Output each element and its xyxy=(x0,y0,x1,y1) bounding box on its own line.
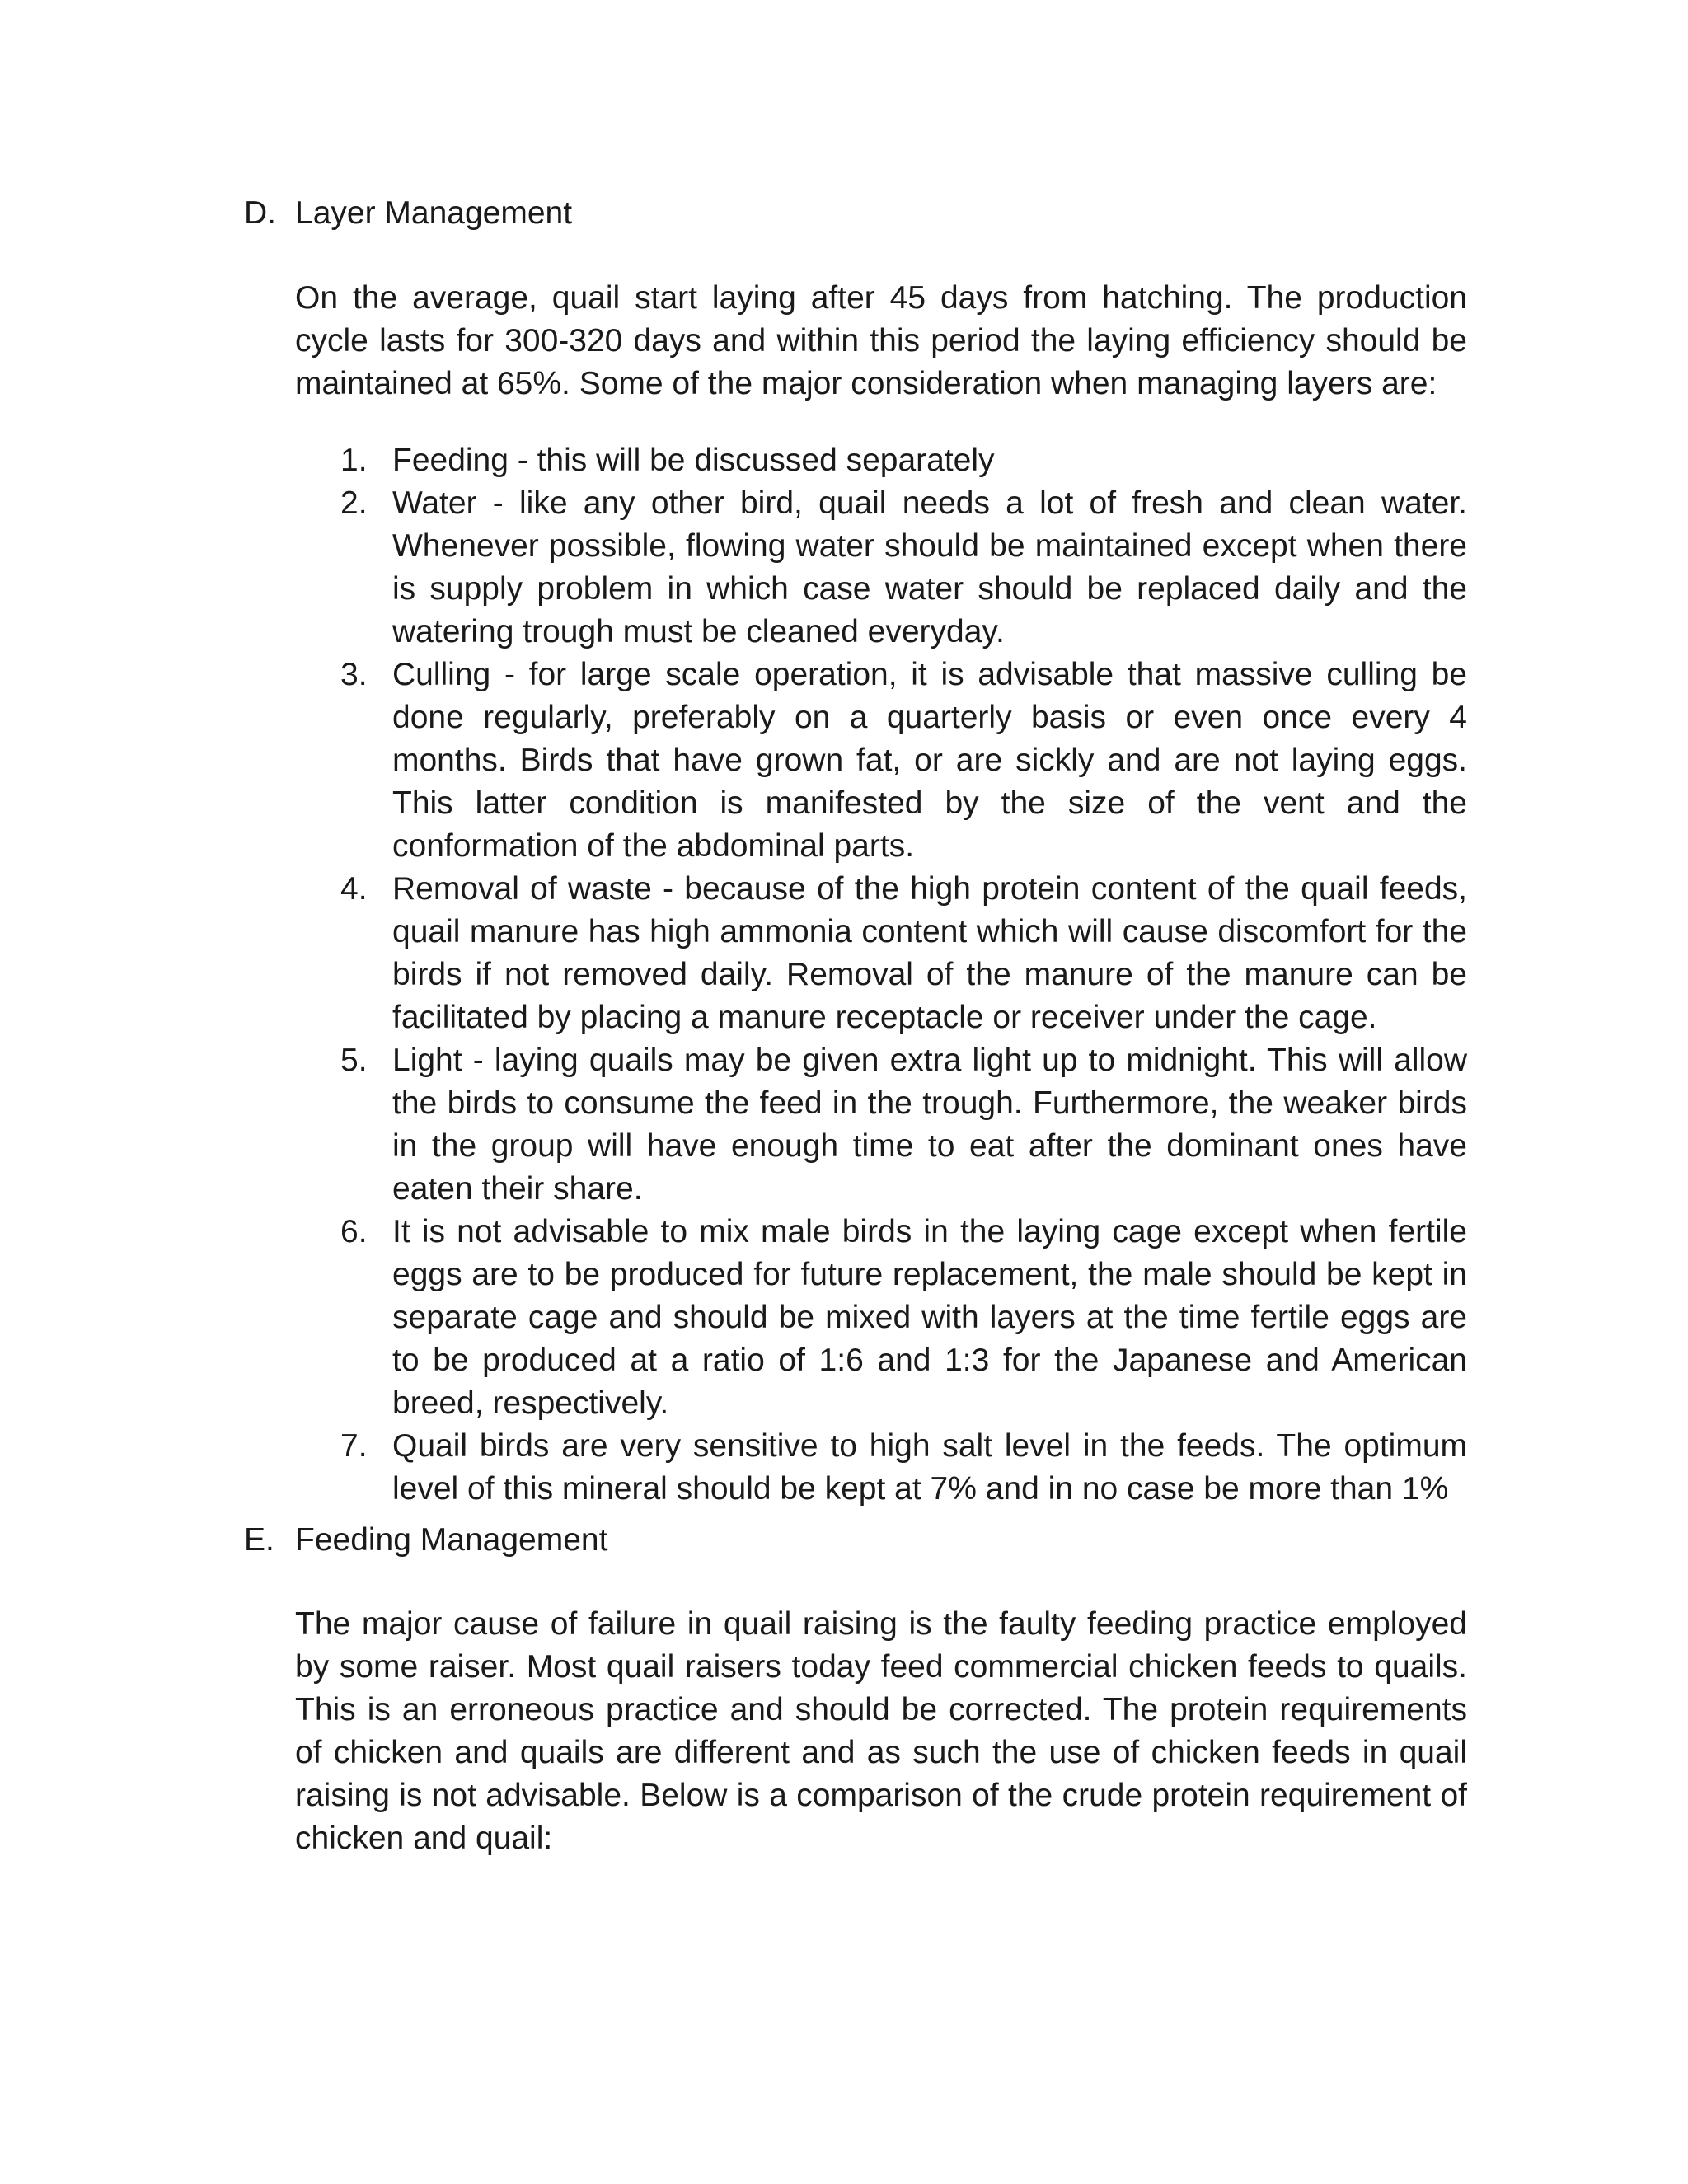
list-item xyxy=(295,1425,1467,1511)
list-item-text: Feeding - this will be discussed separately xyxy=(392,443,995,478)
section-d-intro: On the average, quail start laying after 45 days from hatching. The production cycle lasts for 300-320 days and within this period the laying efficiency should be maintained at 65%. Some of the major consideration when managing layers are: xyxy=(295,280,1467,401)
section-e-letter: E. xyxy=(244,1522,274,1558)
list-item-number: 5. xyxy=(340,1043,368,1078)
layer-management-list xyxy=(295,439,1467,1511)
list-item xyxy=(295,868,1467,1039)
list-item xyxy=(295,654,1467,868)
list-item xyxy=(295,482,1467,654)
section-d-title: Layer Management xyxy=(295,195,573,231)
list-item-number: 7. xyxy=(340,1428,368,1464)
section-d-heading xyxy=(244,192,572,235)
section-e-title: Feeding Management xyxy=(295,1522,608,1558)
list-item-text: Light - laying quails may be given extra light up to midnight. This will allow the birds to consume the feed in the trough. Furthermore, the weaker birds in the group will have enough time to eat after the dominant ones have eaten their share. xyxy=(392,1043,1467,1207)
section-e-heading xyxy=(244,1519,607,1562)
list-item-text: Water - like any other bird, quail needs a lot of fresh and clean water. Whenever possible, flowing water should be maintained except when there is supply problem in which case water should be replaced daily and the watering trough must be cleaned everyday. xyxy=(392,485,1467,649)
list-item-number: 2. xyxy=(340,485,368,521)
section-e-intro: The major cause of failure in quail raising is the faulty feeding practice employed by some raiser. Most quail raisers today feed commercial chicken feeds to quails. This is an erroneous practice and should be corrected. The protein requirements of chicken and quails are different and as such the use of chicken feeds in quail raising is not advisable. Below is a comparison of the crude protein requirement of chicken and quail: xyxy=(295,1606,1467,1856)
list-item-number: 4. xyxy=(340,871,368,907)
section-d-letter: D. xyxy=(244,195,276,231)
list-item-text: Removal of waste - because of the high protein content of the quail feeds, quail manure has high ammonia content which will cause discomfort for the birds if not removed daily. Removal of the manure of the manure can be facilitated by placing a manure receptacle or receiver under the cage. xyxy=(392,871,1467,1035)
list-item-text: Quail birds are very sensitive to high salt level in the feeds. The optimum level of this mineral should be kept at 7% and in no case be more than 1% xyxy=(392,1428,1467,1507)
list-item-text: Culling - for large scale operation, it is advisable that massive culling be done regularly, preferably on a quarterly basis or even once every 4 months. Birds that have grown fat, or are sickly and are not laying eggs. This latter condition is manifested by the size of the vent and the conformation of the abdominal parts. xyxy=(392,657,1467,864)
list-item-number: 3. xyxy=(340,657,368,692)
list-item xyxy=(295,439,1467,482)
list-item xyxy=(295,1211,1467,1425)
list-item-number: 1. xyxy=(340,443,368,478)
list-item-number: 6. xyxy=(340,1214,368,1249)
list-item-text: It is not advisable to mix male birds in the laying cage except when fertile eggs are to be produced for future replacement, the male should be kept in separate cage and should be mixed with layers at the time fertile eggs are to be produced at a ratio of 1:6 and 1:3 for the Japanese and American breed, respectively. xyxy=(392,1214,1467,1421)
list-item xyxy=(295,1039,1467,1211)
